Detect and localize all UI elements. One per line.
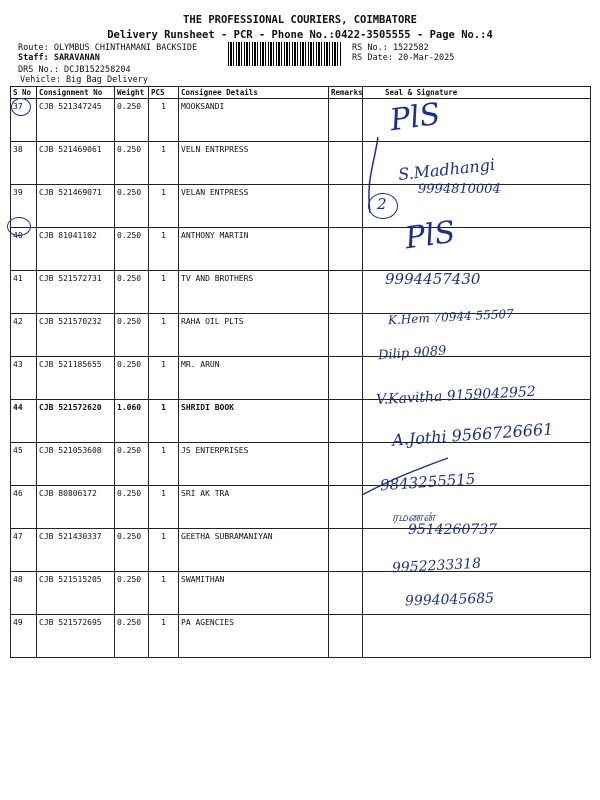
col-consignee: Consignee Details [179,87,329,99]
col-consignment: Consignment No [37,87,115,99]
signature-47-name: ரமணன் [392,510,435,524]
signature-49: 9994045685 [404,590,495,610]
cell-remarks [329,99,363,142]
col-pcs: PCS [149,87,179,99]
table-row [11,185,591,228]
cell-weight: 0.250 [115,271,149,314]
signature-44-initial: Dilip 9089 [377,343,447,364]
cell-consignee: ANTHONY MARTIN [179,228,329,271]
row-40-circle-mark [7,217,31,236]
cell-weight: 0.250 [115,99,149,142]
cell-consignee: MOOKSANDI [179,99,329,142]
cell-pcs: 1 [149,529,179,572]
cell-sno: 41 [11,271,37,314]
cell-consignee: GEETHA SUBRAMANIYAN [179,529,329,572]
cell-consignment-no: CJB 521572620 [37,400,115,443]
company-title: THE PROFESSIONAL COURIERS, COIMBATORE [183,14,417,26]
cell-consignment-no: CJB 521570232 [37,314,115,357]
cell-consignee: PA AGENCIES [179,615,329,658]
cell-pcs: 1 [149,314,179,357]
signature-39-phone: 9994810004 [418,182,501,197]
cell-sno: 49 [11,615,37,658]
cell-sno: 45 [11,443,37,486]
cell-remarks [329,271,363,314]
cell-consignee: SRI AK TRA [179,486,329,529]
cell-weight: 0.250 [115,486,149,529]
rs-date: RS Date: 20-Mar-2025 [352,53,455,63]
table-row [11,615,591,658]
cell-consignment-no: CJB 80806172 [37,486,115,529]
runsheet-table [10,86,591,658]
rs-number: RS No.: 1522582 [352,43,429,53]
cell-sno: 40 [11,228,37,271]
signature-41: 9994457430 [385,270,481,288]
signature-42: K.Hem 70944 55507 [387,306,514,328]
cell-consignee: SHRIDI BOOK [179,400,329,443]
cell-remarks [329,400,363,443]
cell-pcs: 1 [149,271,179,314]
signature-46-stroke [360,455,450,500]
col-remarks: Remarks [329,87,363,99]
table-row [11,99,591,142]
cell-consignment-no: CJB 521185655 [37,357,115,400]
signature-37: PlS [387,96,443,139]
cell-signature [363,615,591,658]
barcode [228,42,342,66]
route-label: Route: OLYMBUS CHINTHAMANI BACKSIDE [18,43,198,53]
cell-pcs: 1 [149,486,179,529]
cell-remarks [329,314,363,357]
cell-consignee: MR. ARUN [179,357,329,400]
cell-consignment-no: CJB 81041102 [37,228,115,271]
cell-remarks [329,185,363,228]
col-sno: S No [11,87,37,99]
cell-remarks [329,228,363,271]
cell-consignment-no: CJB 521053608 [37,443,115,486]
signature-47-phone: 9514260737 [408,522,498,538]
signature-48: 9952233318 [391,555,482,577]
cell-weight: 0.250 [115,443,149,486]
cell-weight: 0.250 [115,314,149,357]
table-row [11,228,591,271]
cell-remarks [329,357,363,400]
cell-remarks [329,142,363,185]
cell-consignee: RAHA OIL PLTS [179,314,329,357]
signature-46: 9843255515 [379,469,476,495]
table-row [11,486,591,529]
cell-consignment-no: CJB 521430337 [37,529,115,572]
cell-sno: 42 [11,314,37,357]
cell-sno: 43 [11,357,37,400]
cell-sno: 46 [11,486,37,529]
cell-weight: 0.250 [115,615,149,658]
cell-sno: 39 [11,185,37,228]
cell-sno: 48 [11,572,37,615]
cell-sno: 37 [11,99,37,142]
cell-remarks [329,486,363,529]
drs-number: DRS No.: DCJB152258204 [18,65,131,75]
cell-consignee: VELN ENTRPRESS [179,142,329,185]
cell-consignment-no: CJB 521572695 [37,615,115,658]
cell-weight: 0.250 [115,529,149,572]
cell-weight: 0.250 [115,142,149,185]
cell-sno: 38 [11,142,37,185]
cell-weight: 0.250 [115,572,149,615]
table-row [11,572,591,615]
cell-consignment-no: CJB 521469061 [37,142,115,185]
cell-pcs: 1 [149,142,179,185]
cell-remarks [329,443,363,486]
cell-sno: 47 [11,529,37,572]
cell-sno: 44 [11,400,37,443]
cell-pcs: 1 [149,185,179,228]
cell-pcs: 1 [149,443,179,486]
cell-consignment-no: CJB 521469071 [37,185,115,228]
cell-consignee: JS ENTERPRISES [179,443,329,486]
cell-signature [363,228,591,271]
cell-weight: 0.250 [115,228,149,271]
signature-45: A.Jothi 9566726661 [391,419,554,450]
cell-consignment-no: CJB 521515205 [37,572,115,615]
cell-consignee: TV AND BROTHERS [179,271,329,314]
table-row [11,529,591,572]
cell-remarks [329,615,363,658]
cell-pcs: 1 [149,615,179,658]
staff-label: Staff: SARAVANAN [18,53,100,63]
cell-pcs: 1 [149,357,179,400]
cell-consignment-no: CJB 521572731 [37,271,115,314]
row-37-circle-mark [11,98,31,116]
cell-pcs: 1 [149,228,179,271]
signature-39-number: 2 [377,195,387,213]
cell-pcs: 1 [149,572,179,615]
cell-weight: 0.250 [115,185,149,228]
col-signature: Seal & Signature [363,87,591,99]
col-weight: Weight [115,87,149,99]
cell-weight: 1.060 [115,400,149,443]
cell-consignee: VELAN ENTPRESS [179,185,329,228]
cell-consignee: SWAMITHAN [179,572,329,615]
cell-pcs: 1 [149,99,179,142]
cell-remarks [329,529,363,572]
vehicle-label: Vehicle: Big Bag Delivery [20,75,148,85]
signature-44: V.Kavitha 9159042952 [375,383,537,409]
cell-pcs: 1 [149,400,179,443]
signature-40: PlS [402,214,458,257]
runsheet-subtitle: Delivery Runsheet - PCR - Phone No.:0422-3505555 - Page No.:4 [107,29,493,41]
table-row [11,142,591,185]
signature-39-name: S.Madhangi [397,154,496,185]
table-header-row [11,87,591,99]
signature-39-stroke [360,135,390,215]
cell-weight: 0.250 [115,357,149,400]
cell-remarks [329,572,363,615]
cell-consignment-no: CJB 521347245 [37,99,115,142]
table-row [11,443,591,486]
